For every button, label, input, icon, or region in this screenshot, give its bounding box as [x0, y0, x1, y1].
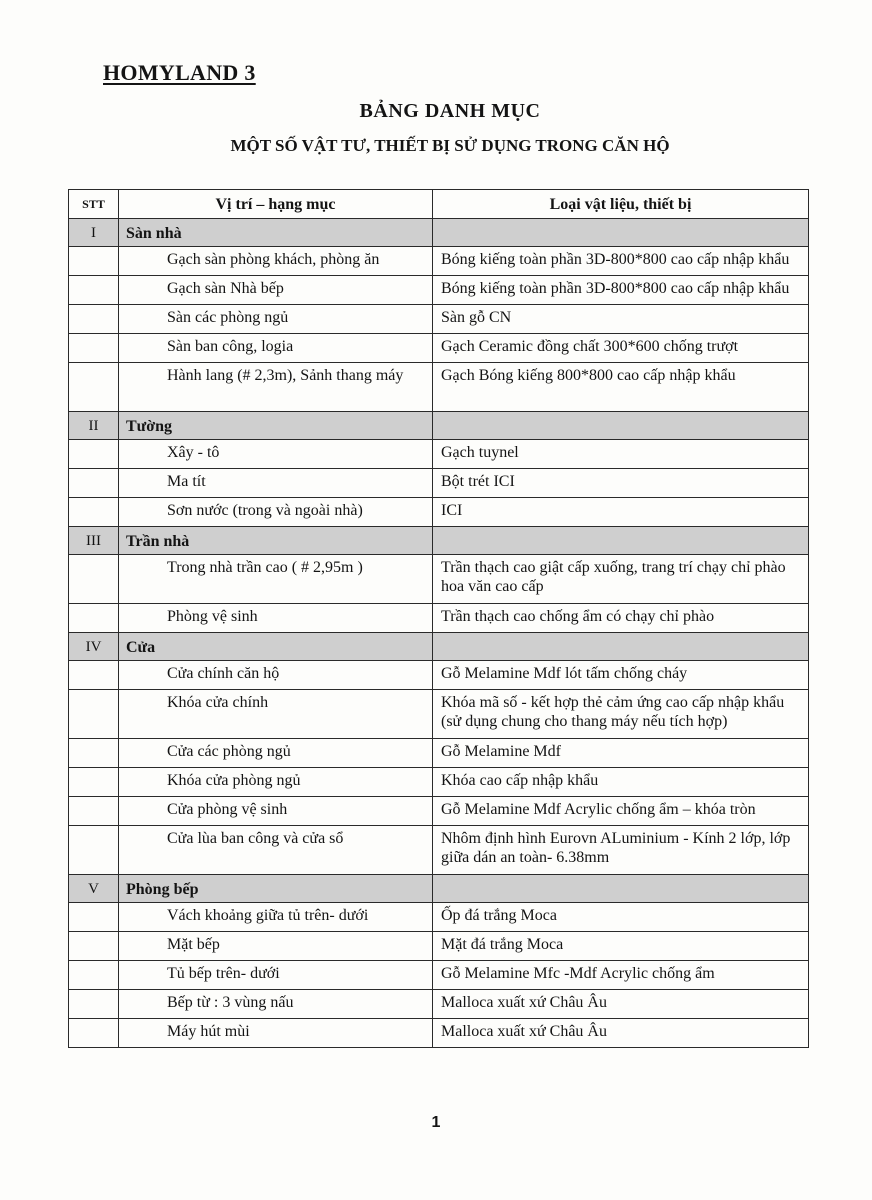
section-number: II — [69, 412, 119, 440]
section-row — [69, 412, 809, 440]
column-header-position: Vị trí – hạng mục — [119, 190, 433, 219]
material-cell: Gạch Bóng kiếng 800*800 cao cấp nhập khẩu — [433, 363, 809, 412]
material-cell: Gỗ Melamine Mdf lót tấm chống cháy — [433, 661, 809, 690]
stt-cell — [69, 363, 119, 412]
stt-cell — [69, 604, 119, 633]
stt-cell — [69, 334, 119, 363]
stt-cell — [69, 305, 119, 334]
material-cell: Malloca xuất xứ Châu Âu — [433, 1019, 809, 1048]
section-number: V — [69, 875, 119, 903]
table-row — [69, 990, 809, 1019]
section-number: III — [69, 527, 119, 555]
table-header-row — [69, 190, 809, 219]
table-row — [69, 932, 809, 961]
position-cell: Vách khoảng giữa tủ trên- dưới — [119, 903, 433, 932]
table-row — [69, 690, 809, 739]
position-cell: Bếp từ : 3 vùng nấu — [119, 990, 433, 1019]
section-row — [69, 219, 809, 247]
table-row — [69, 469, 809, 498]
table-row — [69, 604, 809, 633]
material-cell: Trần thạch cao chống ẩm có chạy chỉ phào — [433, 604, 809, 633]
material-cell: ICI — [433, 498, 809, 527]
column-header-stt: STT — [69, 190, 119, 219]
section-number: I — [69, 219, 119, 247]
material-cell: Gạch tuynel — [433, 440, 809, 469]
material-cell: Sàn gỗ CN — [433, 305, 809, 334]
stt-cell — [69, 768, 119, 797]
table-row — [69, 826, 809, 875]
position-cell: Gạch sàn phòng khách, phòng ăn — [119, 247, 433, 276]
stt-cell — [69, 990, 119, 1019]
section-name: Trần nhà — [119, 527, 433, 555]
document-title: BẢNG DANH MỤC — [359, 100, 541, 122]
table-row — [69, 768, 809, 797]
table-body — [69, 219, 809, 1048]
table-row — [69, 305, 809, 334]
stt-cell — [69, 661, 119, 690]
section-empty-cell — [433, 527, 809, 555]
stt-cell — [69, 1019, 119, 1048]
stt-cell — [69, 440, 119, 469]
section-number: IV — [69, 633, 119, 661]
position-cell: Gạch sàn Nhà bếp — [119, 276, 433, 305]
stt-cell — [69, 469, 119, 498]
table-row — [69, 739, 809, 768]
material-cell: Bột trét ICI — [433, 469, 809, 498]
position-cell: Sàn các phòng ngủ — [119, 305, 433, 334]
table-row — [69, 363, 809, 412]
table-row — [69, 440, 809, 469]
position-cell: Trong nhà trần cao ( # 2,95m ) — [119, 555, 433, 604]
position-cell: Cửa lùa ban công và cửa sổ — [119, 826, 433, 875]
material-cell: Khóa cao cấp nhập khẩu — [433, 768, 809, 797]
material-cell: Bóng kiếng toàn phần 3D-800*800 cao cấp nhập khẩu — [433, 247, 809, 276]
stt-cell — [69, 903, 119, 932]
material-cell: Gạch Ceramic đồng chất 300*600 chống trượt — [433, 334, 809, 363]
material-cell: Nhôm định hình Eurovn ALuminium - Kính 2 lớp, lớp giữa dán an toàn- 6.38mm — [433, 826, 809, 875]
position-cell: Hành lang (# 2,3m), Sảnh thang máy — [119, 363, 433, 412]
table-row — [69, 797, 809, 826]
stt-cell — [69, 932, 119, 961]
position-cell: Máy hút mùi — [119, 1019, 433, 1048]
table-row — [69, 903, 809, 932]
position-cell: Mặt bếp — [119, 932, 433, 961]
material-cell: Bóng kiếng toàn phần 3D-800*800 cao cấp nhập khẩu — [433, 276, 809, 305]
position-cell: Cửa các phòng ngủ — [119, 739, 433, 768]
position-cell: Khóa cửa phòng ngủ — [119, 768, 433, 797]
position-cell: Phòng vệ sinh — [119, 604, 433, 633]
section-name: Cửa — [119, 633, 433, 661]
stt-cell — [69, 826, 119, 875]
stt-cell — [69, 555, 119, 604]
stt-cell — [69, 276, 119, 305]
table-row — [69, 334, 809, 363]
stt-cell — [69, 498, 119, 527]
section-name: Phòng bếp — [119, 875, 433, 903]
material-cell: Khóa mã số - kết hợp thẻ cảm ứng cao cấp nhập khẩu (sử dụng chung cho thang máy nếu tích hợp) — [433, 690, 809, 739]
material-cell: Gỗ Melamine Mdf Acrylic chống ẩm – khóa tròn — [433, 797, 809, 826]
position-cell: Sơn nước (trong và ngoài nhà) — [119, 498, 433, 527]
material-cell: Malloca xuất xứ Châu Âu — [433, 990, 809, 1019]
position-cell: Sàn ban công, logia — [119, 334, 433, 363]
page-number: 1 — [431, 1114, 441, 1131]
document-subtitle: MỘT SỐ VẬT TƯ, THIẾT BỊ SỬ DỤNG TRONG CĂN HỘ — [230, 136, 670, 155]
table-row — [69, 1019, 809, 1048]
position-cell: Xây - tô — [119, 440, 433, 469]
table-row — [69, 247, 809, 276]
section-name: Sàn nhà — [119, 219, 433, 247]
position-cell: Cửa chính căn hộ — [119, 661, 433, 690]
section-empty-cell — [433, 633, 809, 661]
brand-heading: HOMYLAND 3 — [103, 60, 256, 85]
table-row — [69, 276, 809, 305]
material-cell: Mặt đá trắng Moca — [433, 932, 809, 961]
material-cell: Gỗ Melamine Mfc -Mdf Acrylic chống ẩm — [433, 961, 809, 990]
table-row — [69, 498, 809, 527]
section-empty-cell — [433, 412, 809, 440]
stt-cell — [69, 247, 119, 276]
section-empty-cell — [433, 875, 809, 903]
section-row — [69, 633, 809, 661]
position-cell: Cửa phòng vệ sinh — [119, 797, 433, 826]
table-row — [69, 961, 809, 990]
section-name: Tường — [119, 412, 433, 440]
material-cell: Gỗ Melamine Mdf — [433, 739, 809, 768]
stt-cell — [69, 690, 119, 739]
material-cell: Trần thạch cao giật cấp xuống, trang trí chạy chỉ phào hoa văn cao cấp — [433, 555, 809, 604]
material-cell: Ốp đá trắng Moca — [433, 903, 809, 932]
section-row — [69, 527, 809, 555]
section-empty-cell — [433, 219, 809, 247]
position-cell: Tủ bếp trên- dưới — [119, 961, 433, 990]
section-row — [69, 875, 809, 903]
column-header-material: Loại vật liệu, thiết bị — [433, 190, 809, 219]
stt-cell — [69, 961, 119, 990]
stt-cell — [69, 739, 119, 768]
table-row — [69, 555, 809, 604]
table-row — [69, 661, 809, 690]
position-cell: Khóa cửa chính — [119, 690, 433, 739]
materials-table — [68, 189, 809, 1048]
position-cell: Ma tít — [119, 469, 433, 498]
stt-cell — [69, 797, 119, 826]
